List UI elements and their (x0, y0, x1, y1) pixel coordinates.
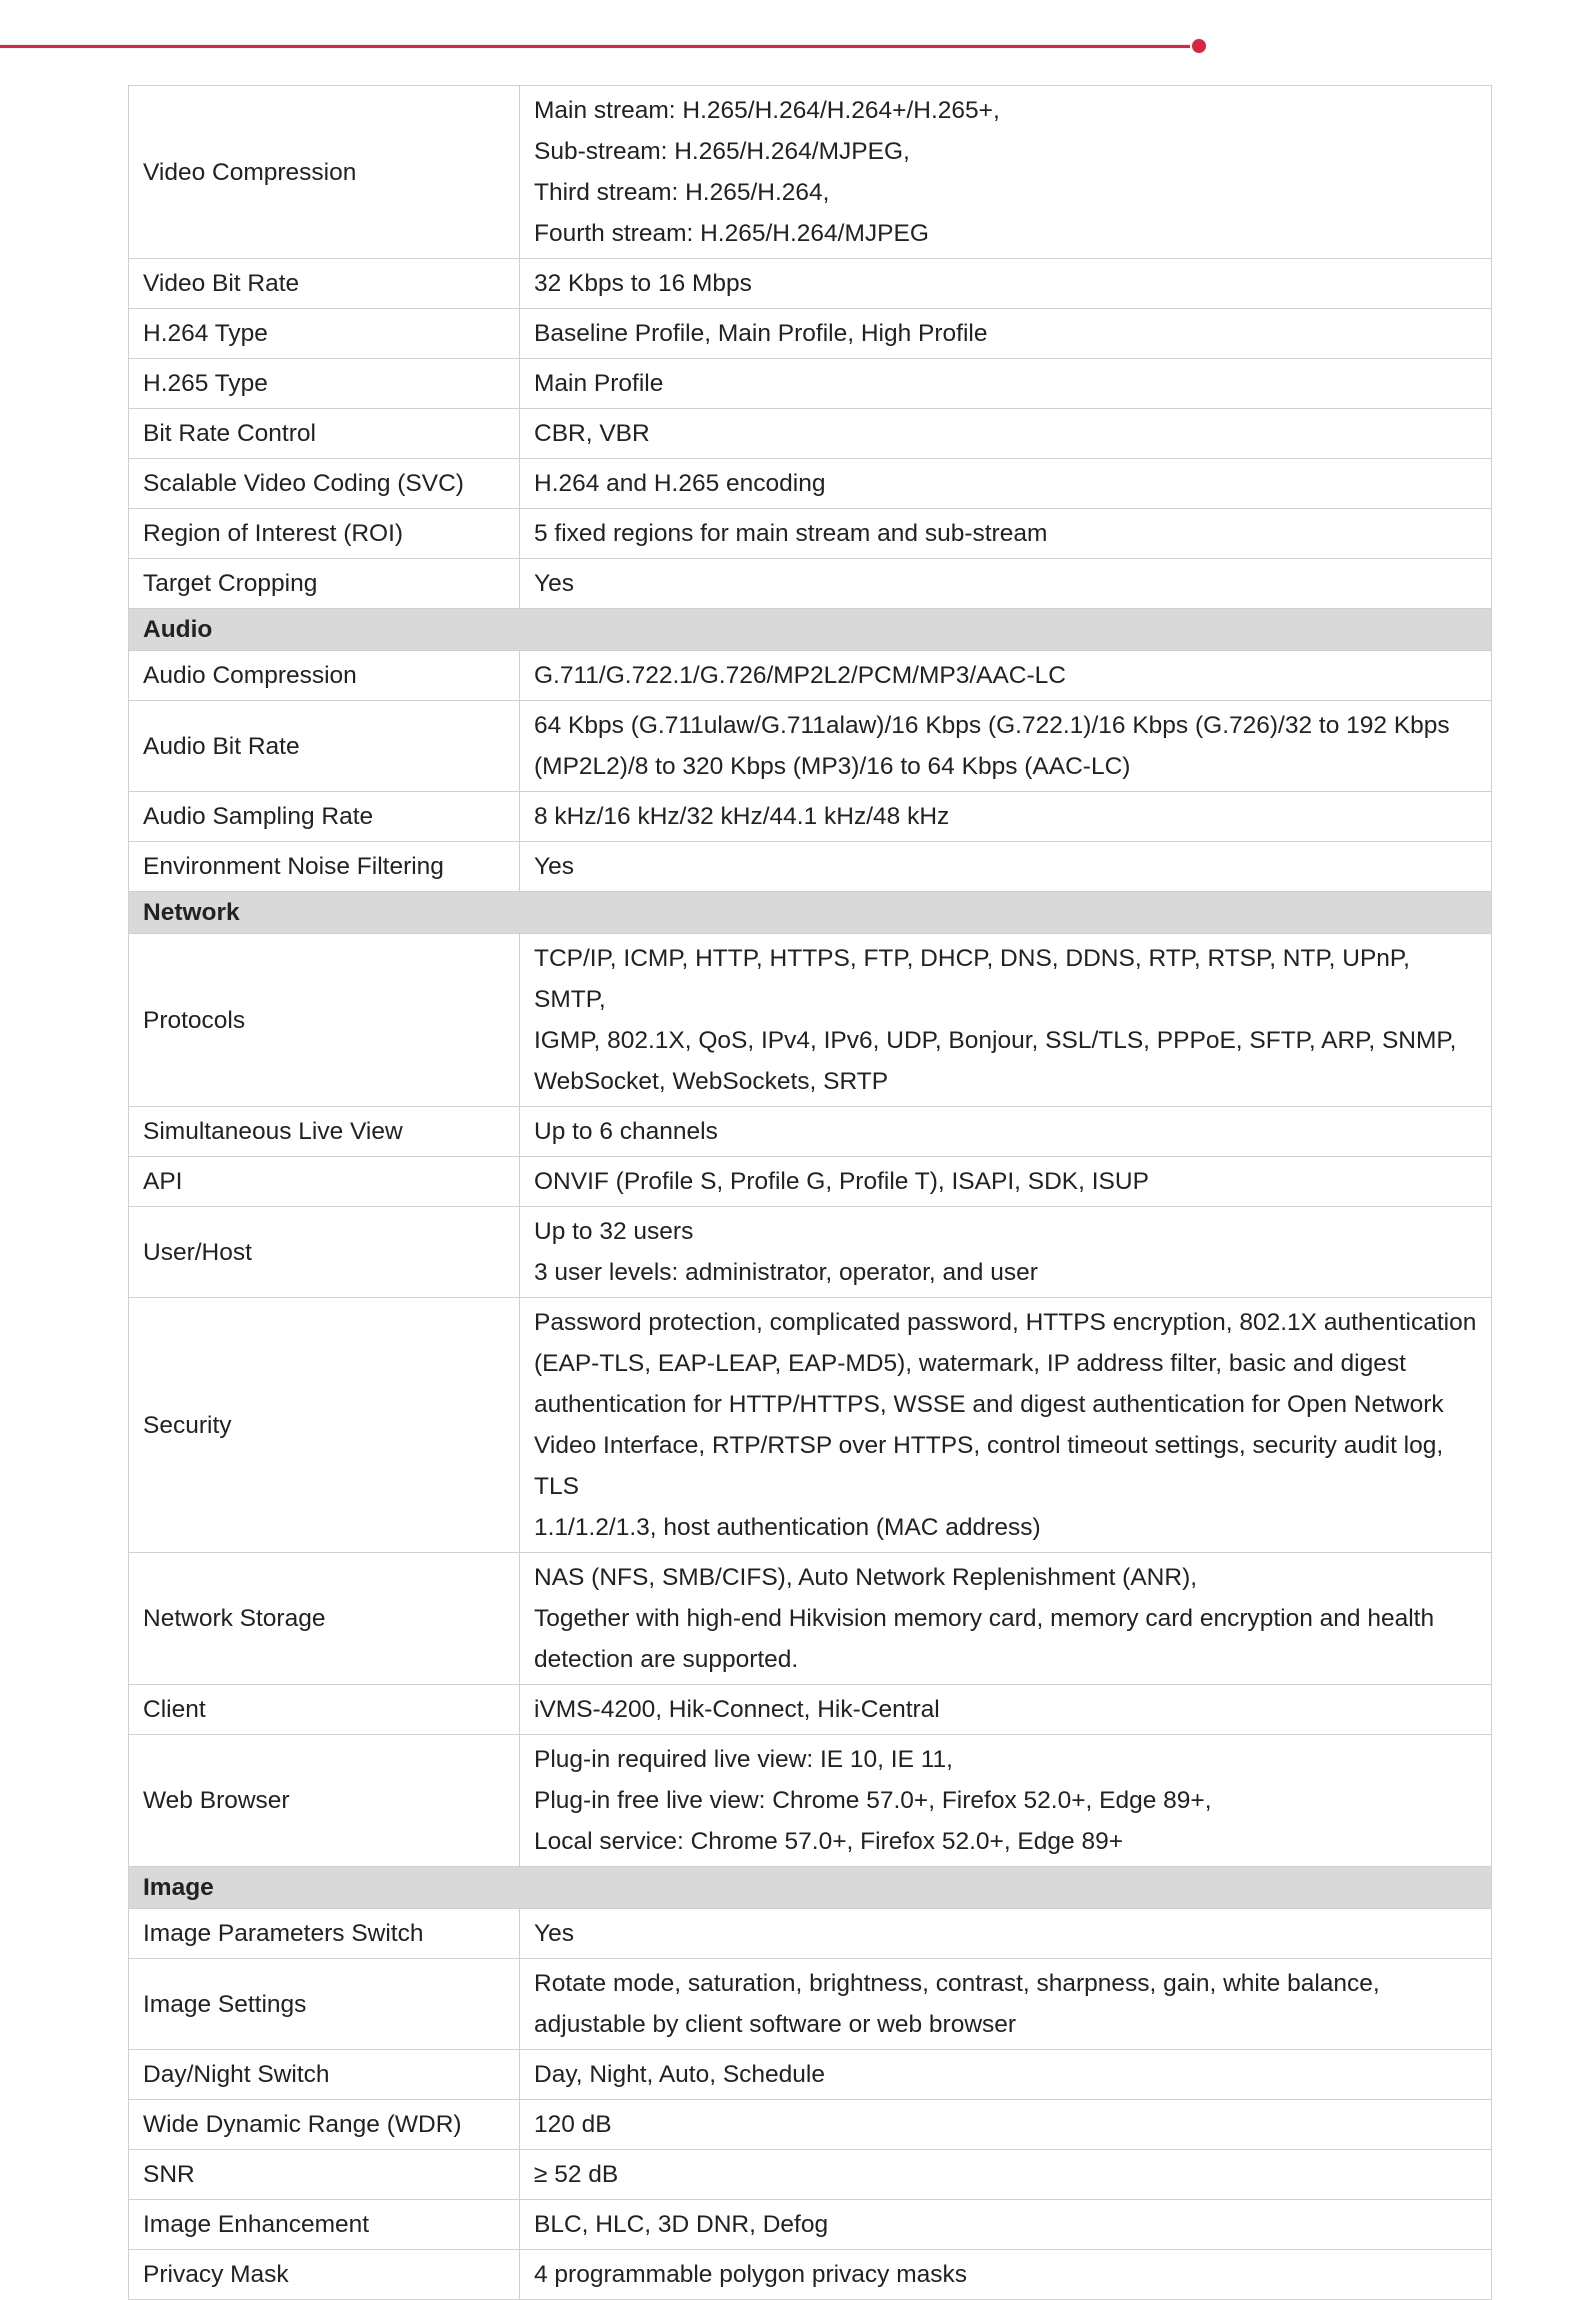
spec-value (520, 2200, 1492, 2250)
header-dot (1192, 39, 1206, 53)
spec-row (129, 359, 1492, 409)
spec-value (520, 2050, 1492, 2100)
spec-value (520, 559, 1492, 609)
spec-row (129, 1553, 1492, 1685)
spec-value (520, 1157, 1492, 1207)
spec-value-line: Plug-in free live view: Chrome 57.0+, Firefox 52.0+, Edge 89+, (534, 1787, 1212, 1814)
spec-row (129, 1735, 1492, 1867)
spec-row (129, 1909, 1492, 1959)
spec-table-body (129, 86, 1492, 2300)
section-header-row (129, 892, 1492, 934)
spec-key: Environment Noise Filtering (129, 842, 520, 892)
spec-value-line: Yes (534, 1920, 574, 1947)
spec-value-line: Up to 6 channels (534, 1118, 718, 1145)
spec-key: Target Cropping (129, 559, 520, 609)
spec-row (129, 1207, 1492, 1298)
spec-value-line: Rotate mode, saturation, brightness, contrast, sharpness, gain, white balance, (534, 1970, 1380, 1997)
spec-row (129, 1959, 1492, 2050)
spec-row (129, 2150, 1492, 2200)
spec-row (129, 259, 1492, 309)
spec-key: Audio Compression (129, 651, 520, 701)
spec-value-line: authentication for HTTP/HTTPS, WSSE and digest authentication for Open Network (534, 1391, 1444, 1418)
spec-key: Security (129, 1298, 520, 1553)
spec-value-line: Main Profile (534, 370, 664, 397)
spec-value-line: Main stream: H.265/H.264/H.264+/H.265+, (534, 97, 1000, 124)
spec-key: Web Browser (129, 1735, 520, 1867)
spec-value-line: detection are supported. (534, 1646, 799, 1673)
spec-value (520, 359, 1492, 409)
spec-row (129, 2100, 1492, 2150)
spec-row (129, 792, 1492, 842)
spec-row (129, 1298, 1492, 1553)
spec-row (129, 409, 1492, 459)
spec-value (520, 86, 1492, 259)
spec-value (520, 1107, 1492, 1157)
spec-value-line: ONVIF (Profile S, Profile G, Profile T), ISAPI, SDK, ISUP (534, 1168, 1149, 1195)
spec-value-line: WebSocket, WebSockets, SRTP (534, 1068, 889, 1095)
spec-value-line: 1.1/1.2/1.3, host authentication (MAC address) (534, 1514, 1041, 1541)
spec-value-line: 3 user levels: administrator, operator, and user (534, 1259, 1038, 1286)
spec-value (520, 1207, 1492, 1298)
spec-row (129, 651, 1492, 701)
spec-key: Network Storage (129, 1553, 520, 1685)
spec-row (129, 509, 1492, 559)
spec-key: API (129, 1157, 520, 1207)
spec-row (129, 86, 1492, 259)
header-rule (0, 45, 1190, 48)
spec-key: Region of Interest (ROI) (129, 509, 520, 559)
spec-value-line: 120 dB (534, 2111, 612, 2138)
spec-value (520, 1298, 1492, 1553)
spec-value-line: H.264 and H.265 encoding (534, 470, 826, 497)
spec-key: Scalable Video Coding (SVC) (129, 459, 520, 509)
spec-value (520, 1685, 1492, 1735)
spec-value-line: Day, Night, Auto, Schedule (534, 2061, 825, 2088)
spec-row (129, 701, 1492, 792)
spec-value-line: (MP2L2)/8 to 320 Kbps (MP3)/16 to 64 Kbps (AAC-LC) (534, 753, 1131, 780)
spec-value (520, 651, 1492, 701)
spec-value-line: Sub-stream: H.265/H.264/MJPEG, (534, 138, 910, 165)
spec-value (520, 309, 1492, 359)
spec-value (520, 842, 1492, 892)
spec-value-line: Third stream: H.265/H.264, (534, 179, 830, 206)
spec-row (129, 1157, 1492, 1207)
spec-value-line: Yes (534, 853, 574, 880)
spec-value-line: ≥ 52 dB (534, 2161, 619, 2188)
spec-value (520, 1553, 1492, 1685)
spec-value-line: IGMP, 802.1X, QoS, IPv4, IPv6, UDP, Bonjour, SSL/TLS, PPPoE, SFTP, ARP, SNMP, (534, 1027, 1457, 1054)
section-title: Image (129, 1867, 1492, 1909)
spec-key: H.265 Type (129, 359, 520, 409)
spec-row (129, 1685, 1492, 1735)
spec-value (520, 2250, 1492, 2300)
spec-key: Video Bit Rate (129, 259, 520, 309)
spec-key: Video Compression (129, 86, 520, 259)
section-header-row (129, 609, 1492, 651)
spec-value-line: BLC, HLC, 3D DNR, Defog (534, 2211, 829, 2238)
spec-value (520, 1959, 1492, 2050)
spec-value-line: Together with high-end Hikvision memory card, memory card encryption and health (534, 1605, 1435, 1632)
spec-value-line: Yes (534, 570, 574, 597)
spec-key: Audio Bit Rate (129, 701, 520, 792)
spec-value-line: Password protection, complicated password, HTTPS encryption, 802.1X authentication (534, 1309, 1477, 1336)
spec-value-line: G.711/G.722.1/G.726/MP2L2/PCM/MP3/AAC-LC (534, 662, 1066, 689)
spec-value (520, 409, 1492, 459)
spec-value (520, 1735, 1492, 1867)
spec-key: Image Enhancement (129, 2200, 520, 2250)
spec-value-line: 4 programmable polygon privacy masks (534, 2261, 968, 2288)
spec-value-line: iVMS-4200, Hik-Connect, Hik-Central (534, 1696, 940, 1723)
spec-key: Day/Night Switch (129, 2050, 520, 2100)
spec-row (129, 309, 1492, 359)
spec-value (520, 792, 1492, 842)
spec-value (520, 2150, 1492, 2200)
section-title: Audio (129, 609, 1492, 651)
spec-table (128, 85, 1492, 2300)
spec-value-line: adjustable by client software or web browser (534, 2011, 1017, 2038)
spec-value-line: TCP/IP, ICMP, HTTP, HTTPS, FTP, DHCP, DNS, DDNS, RTP, RTSP, NTP, UPnP, SMTP, (534, 945, 1410, 1013)
spec-value-line: Up to 32 users (534, 1218, 694, 1245)
spec-row (129, 2050, 1492, 2100)
spec-key: Image Settings (129, 1959, 520, 2050)
spec-key: H.264 Type (129, 309, 520, 359)
spec-value-line: 32 Kbps to 16 Mbps (534, 270, 752, 297)
spec-row (129, 2250, 1492, 2300)
spec-value-line: Baseline Profile, Main Profile, High Profile (534, 320, 988, 347)
spec-row (129, 2200, 1492, 2250)
spec-value-line: CBR, VBR (534, 420, 650, 447)
spec-value-line: 64 Kbps (G.711ulaw/G.711alaw)/16 Kbps (G.722.1)/16 Kbps (G.726)/32 to 192 Kbps (534, 712, 1450, 739)
spec-value (520, 509, 1492, 559)
spec-key: Bit Rate Control (129, 409, 520, 459)
spec-key: SNR (129, 2150, 520, 2200)
spec-value-line: (EAP-TLS, EAP-LEAP, EAP-MD5), watermark, IP address filter, basic and digest (534, 1350, 1406, 1377)
spec-value (520, 2100, 1492, 2150)
spec-key: Protocols (129, 934, 520, 1107)
spec-row (129, 934, 1492, 1107)
spec-value (520, 701, 1492, 792)
spec-value (520, 459, 1492, 509)
spec-row (129, 459, 1492, 509)
spec-row (129, 559, 1492, 609)
spec-key: Client (129, 1685, 520, 1735)
spec-value-line: 8 kHz/16 kHz/32 kHz/44.1 kHz/48 kHz (534, 803, 950, 830)
spec-value-line: Plug-in required live view: IE 10, IE 11, (534, 1746, 953, 1773)
spec-key: Wide Dynamic Range (WDR) (129, 2100, 520, 2150)
section-title: Network (129, 892, 1492, 934)
spec-key: Simultaneous Live View (129, 1107, 520, 1157)
spec-value (520, 1909, 1492, 1959)
spec-value-line: 5 fixed regions for main stream and sub-stream (534, 520, 1048, 547)
spec-value-line: Local service: Chrome 57.0+, Firefox 52.0+, Edge 89+ (534, 1828, 1124, 1855)
spec-row (129, 842, 1492, 892)
spec-value-line: NAS (NFS, SMB/CIFS), Auto Network Replenishment (ANR), (534, 1564, 1198, 1591)
spec-row (129, 1107, 1492, 1157)
section-header-row (129, 1867, 1492, 1909)
spec-key: Audio Sampling Rate (129, 792, 520, 842)
spec-value (520, 934, 1492, 1107)
spec-value-line: Video Interface, RTP/RTSP over HTTPS, control timeout settings, security audit log, TLS (534, 1432, 1444, 1500)
spec-value (520, 259, 1492, 309)
spec-key: Image Parameters Switch (129, 1909, 520, 1959)
spec-value-line: Fourth stream: H.265/H.264/MJPEG (534, 220, 929, 247)
spec-key: User/Host (129, 1207, 520, 1298)
spec-key: Privacy Mask (129, 2250, 520, 2300)
